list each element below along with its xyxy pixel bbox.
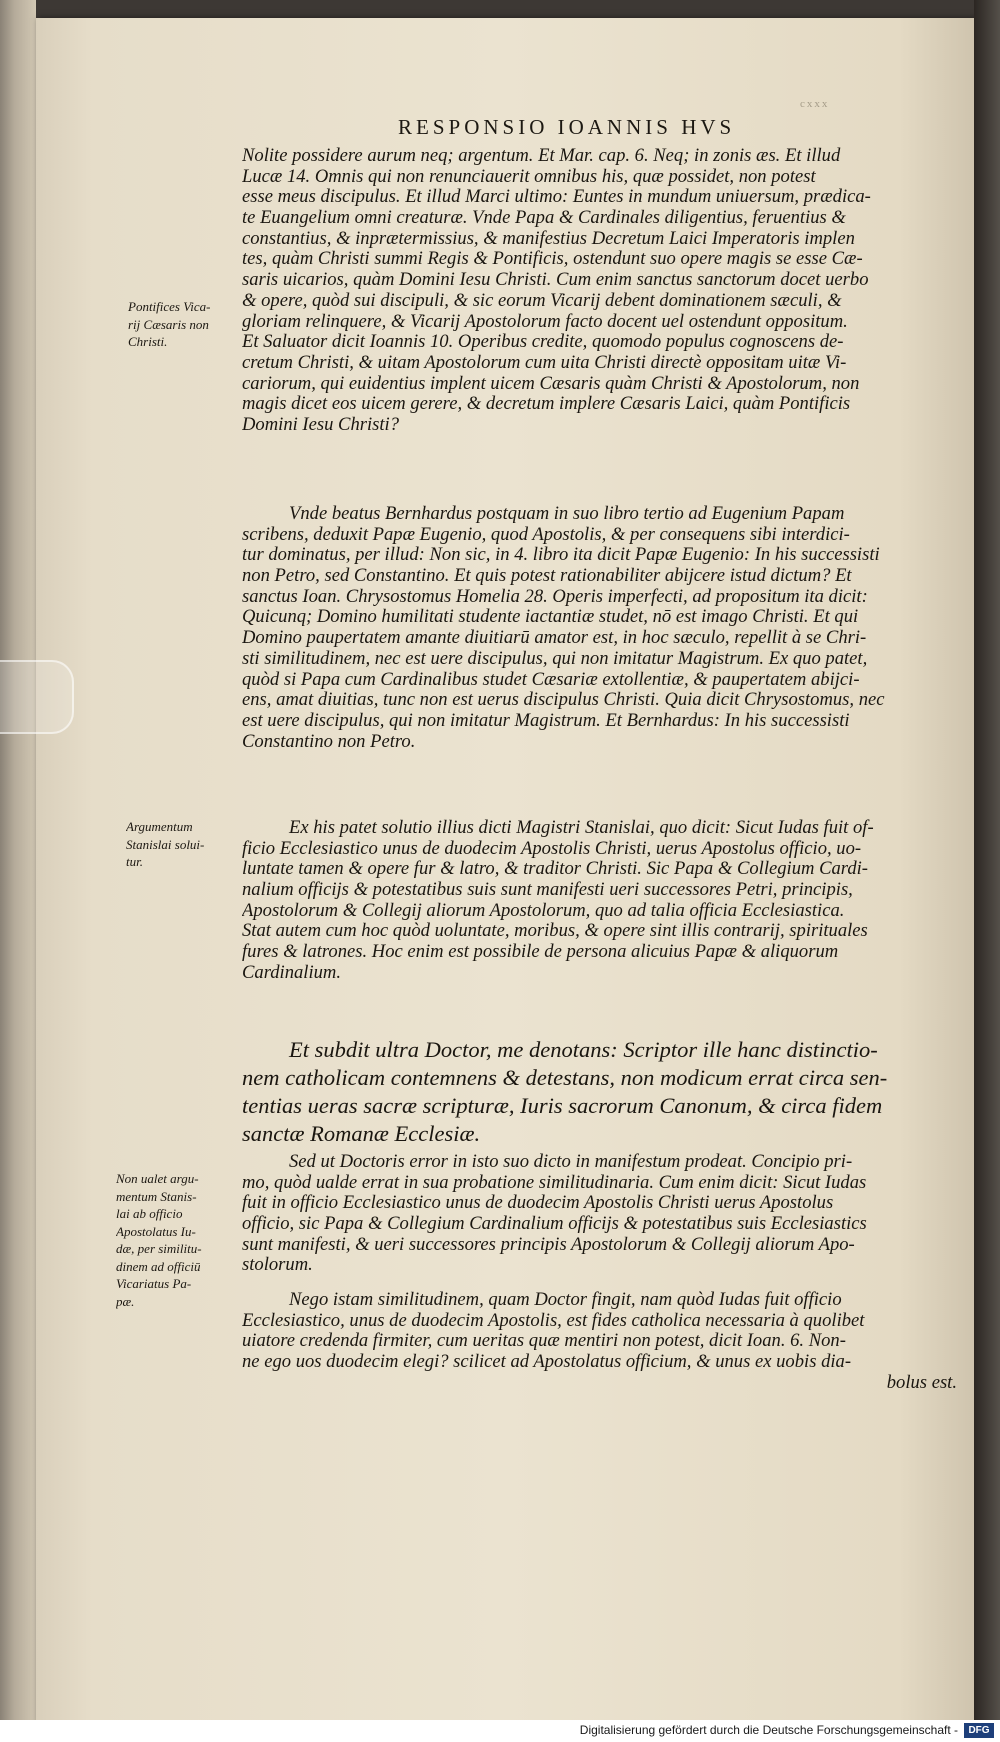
text-line: est uere discipulus, qui non imitatur Magistrum. Et Bernhardus: In his successisti bbox=[242, 710, 850, 731]
text-line: bolus est. bbox=[886, 1372, 957, 1393]
text-line: fuit in officio Ecclesiastico unus de duodecim Apostolis Christi uerus Apostolus bbox=[242, 1193, 834, 1214]
text-line: Vnde beatus Bernhardus postquam in suo libro tertio ad Eugenium Papam bbox=[289, 504, 845, 524]
text-line: luntate tamen & opere fur & latro, & traditor Christi. Sic Papa & Collegium Cardi- bbox=[242, 859, 868, 880]
text-line: ficio Ecclesiastico unus de duodecim Apostolis Christi, uerus Apostolus officio, uo- bbox=[242, 838, 862, 859]
paragraph-5 bbox=[242, 1152, 987, 1276]
text-line: Et Saluator dicit Ioannis 10. Operibus credite, quomodo populus cognoscens de- bbox=[242, 332, 844, 353]
margin-note-3 bbox=[116, 1170, 238, 1310]
paragraph-6 bbox=[242, 1290, 987, 1393]
text-line: Domino paupertatem amante diuitiarū amator est, in hoc sæculo, repellit à se Chri- bbox=[242, 628, 867, 649]
text-line: tes, quàm Christi summi Regis & Pontificis, ostendunt suo opere magis se esse Cæ- bbox=[242, 249, 863, 270]
text-line: Nego istam similitudinem, quam Doctor fingit, nam quòd Iudas fuit officio bbox=[289, 1290, 842, 1310]
margin-line: lai ab officio bbox=[116, 1206, 183, 1221]
margin-note-1 bbox=[128, 298, 240, 351]
text-line: saris uicarios, quàm Domini Iesu Christi. Cum enim sanctus sanctorum docet uerbo bbox=[242, 270, 869, 291]
margin-line: Vicariatus Pa- bbox=[116, 1276, 192, 1291]
margin-line: dæ, per similitu- bbox=[116, 1241, 202, 1256]
folio-number: cxxx bbox=[800, 98, 830, 110]
text-line: quòd si Papa cum Cardinalibus studet Cæsariæ extollentiæ, & paupertatem abijci- bbox=[242, 669, 860, 690]
text-line: Ecclesiastico, unus de duodecim Apostolis, est fides catholica necessaria à quolibet bbox=[242, 1310, 865, 1331]
text-line: cariorum, qui euidentius implent uicem Cæsaris quàm Christi & Apostolorum, non bbox=[242, 373, 860, 394]
text-line: tentias ueras sacræ scripturæ, Iuris sacrorum Canonum, & circa fidem bbox=[242, 1093, 883, 1118]
text-line: Lucæ 14. Omnis qui non renunciauerit omnibus his, quæ possidet, non potest bbox=[242, 166, 816, 187]
text-line: uiatore credenda firmiter, cum ueritas quæ mentiri non potest, dicit Ioan. 6. Non- bbox=[242, 1331, 846, 1352]
text-line: nalium officijs & potestatibus suis sunt manifesti ueri successores Petri, principis, bbox=[242, 880, 853, 901]
margin-line: dinem ad officiū bbox=[116, 1258, 201, 1274]
text-line: Nolite possidere aurum neq; argentum. Et Mar. cap. 6. Neq; in zonis æs. Et illud bbox=[242, 146, 841, 166]
text-line: nem catholicam contemnens & detestans, non modicum errat circa sen- bbox=[242, 1065, 888, 1090]
text-line: ne ego uos duodecim elegi? scilicet ad Apostolatus officium, & unus ex uobis dia- bbox=[242, 1352, 852, 1373]
text-line: mo, quòd ualde errat in sua probatione similitudinaria. Cum enim dicit: Sicut Iudas bbox=[242, 1172, 867, 1193]
paragraph-4 bbox=[242, 1036, 987, 1148]
text-line: sanctæ Romanæ Ecclesiæ. bbox=[242, 1121, 481, 1146]
margin-line: Apostolatus Iu- bbox=[116, 1223, 196, 1239]
text-line: tur dominatus, per illud: Non sic, in 4. libro ita dicit Papæ Eugenio: In his successisti bbox=[242, 545, 880, 566]
text-line: stolorum. bbox=[242, 1255, 313, 1276]
text-line: Apostolorum & Collegij aliorum Apostolorum, quo ad talia officia Ecclesiastica. bbox=[242, 900, 845, 921]
margin-line: tur. bbox=[126, 854, 143, 869]
text-line: non Petro, sed Constantino. Et quis potest rationabiliter abijcere istud dictum? Et bbox=[242, 566, 852, 587]
text-line: scribens, deduxit Papæ Eugenio, quod Apostolis, & per consequens sibi interdici- bbox=[242, 524, 850, 545]
margin-line: Stanislai solui- bbox=[126, 836, 205, 852]
text-line: fures & latrones. Hoc enim est possibile de persona alicuius Papæ & aliquorum bbox=[242, 942, 839, 963]
text-line: magis dicet eos uicem gerere, & decretum implere Cæsaris Laici, quàm Pontificis bbox=[242, 394, 851, 415]
margin-line: Pontifices Vica- bbox=[128, 299, 211, 314]
text-line: Stat autem cum hoc quòd uoluntate, moribus, & opere sint illis contrarij, spirituales bbox=[242, 921, 868, 942]
text-line: cretum Christi, & uitam Apostolorum cum uita Christi directè oppositam uitæ Vi- bbox=[242, 352, 847, 373]
text-line: sti similitudinem, nec est uere discipulus, qui non imitatur Magistrum. Ex quo patet, bbox=[242, 648, 868, 669]
text-line: Et subdit ultra Doctor, me denotans: Scriptor ille hanc distinctio- bbox=[289, 1037, 878, 1062]
margin-line: mentum Stanis- bbox=[116, 1188, 197, 1204]
margin-line: Christi. bbox=[128, 334, 168, 349]
text-line: ens, amat diuitias, tunc non est uerus discipulus Christi. Quia dicit Chrysostomus, nec bbox=[242, 690, 885, 711]
text-line: Domini Iesu Christi? bbox=[242, 414, 400, 435]
text-line: gloriam relinquere, & Vicarij Apostolorum facto docent uel ostendunt oppositum. bbox=[242, 311, 848, 332]
text-line: sunt manifesti, & ueri successores principis Apostolorum & Collegij aliorum Apo- bbox=[242, 1234, 855, 1255]
text-line: Ex his patet solutio illius dicti Magistri Stanislai, quo dicit: Sicut Iudas fuit of- bbox=[289, 818, 874, 838]
text-line: sanctus Ioan. Chrysostomus Homelia 28. Operis imperfecti, ad propositum ita dicit: bbox=[242, 586, 868, 607]
text-line: esse meus discipulus. Et illud Marci ultimo: Euntes in mundum uniuersum, prædica- bbox=[242, 187, 871, 208]
margin-line: Non ualet argu- bbox=[116, 1171, 199, 1186]
text-line: constantius, & inprætermissius, & manifestius Decretum Laici Imperatoris implen bbox=[242, 228, 855, 249]
paragraph-1 bbox=[242, 146, 987, 436]
digitization-footer bbox=[0, 1720, 1000, 1742]
funding-credit: Digitalisierung gefördert durch die Deutsche Forschungsgemeinschaft - bbox=[579, 1723, 958, 1737]
margin-line: pæ. bbox=[116, 1293, 135, 1309]
text-line: Quicunq; Domino humilitati studente iactantiæ studet, nō est imago Christi. Et qui bbox=[242, 607, 859, 628]
book-fore-edge bbox=[0, 0, 36, 1742]
text-line: Constantino non Petro. bbox=[242, 731, 416, 752]
margin-line: rij Cæsaris non bbox=[128, 316, 209, 332]
text-line: Cardinalium. bbox=[242, 962, 342, 983]
text-line: & opere, quòd sui discipuli, & sic eorum Vicarij debent dominationem sæculi, & bbox=[242, 290, 842, 311]
dfg-logo-icon: DFG bbox=[964, 1723, 994, 1738]
paragraph-2 bbox=[242, 504, 987, 752]
page-clip bbox=[0, 660, 74, 734]
running-head: RESPONSIO IOANNIS HVS bbox=[398, 115, 736, 139]
text-line: officio, sic Papa & Collegium Cardinalium officijs & potestatibus suis Ecclesiastics bbox=[242, 1214, 867, 1235]
text-line: Sed ut Doctoris error in isto suo dicto in manifestum prodeat. Concipio pri- bbox=[289, 1152, 853, 1172]
text-line: te Euangelium omni creaturæ. Vnde Papa & Cardinales diligentius, feruentius & bbox=[242, 208, 846, 229]
margin-note-2 bbox=[126, 818, 238, 871]
margin-line: Argumentum bbox=[126, 819, 193, 834]
paragraph-3 bbox=[242, 818, 987, 984]
